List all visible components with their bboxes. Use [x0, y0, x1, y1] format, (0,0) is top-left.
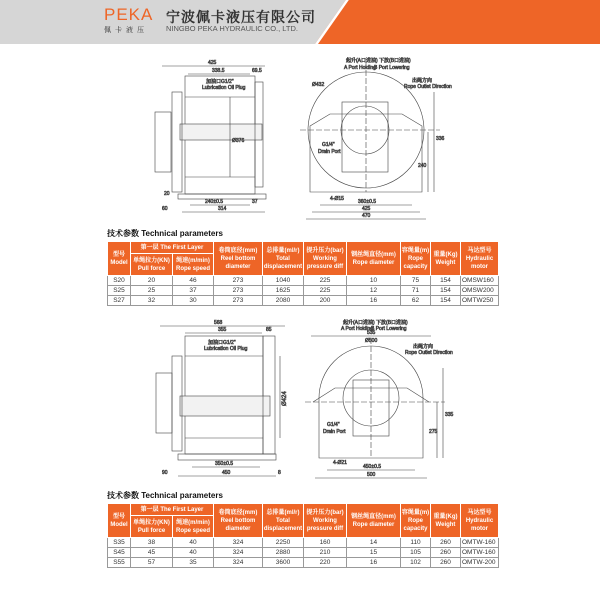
table-cell: 16 — [347, 558, 401, 568]
table-cell: 102 — [401, 558, 431, 568]
dim-label: 240 — [418, 163, 427, 169]
table-cell: 225 — [304, 286, 347, 296]
header-cn: 绳速(m/min) — [176, 257, 210, 264]
logo: PEKA — [104, 5, 154, 24]
dim-label: 60 — [162, 206, 168, 212]
table-row — [108, 538, 499, 548]
col-capacity — [401, 504, 431, 538]
dim-label: 535 — [367, 330, 376, 336]
table-cell: 200 — [304, 296, 347, 306]
header-cn: 容绳量(m) — [401, 247, 430, 254]
header-en: Rope speed — [175, 265, 210, 272]
col-reel — [214, 504, 263, 538]
dim-label: 568 — [214, 320, 223, 326]
dim-label: 4-Ø21 — [333, 460, 347, 466]
col-displacement — [263, 242, 304, 276]
table-cell: 105 — [401, 548, 431, 558]
dim-label: 425 — [362, 206, 371, 212]
table-cell: OMTW-160 — [461, 538, 499, 548]
header-cn: 型号 — [112, 251, 125, 258]
col-displacement — [263, 504, 304, 538]
table-cell: 37 — [173, 286, 214, 296]
header-en: Reel bottom diameter — [220, 255, 256, 270]
table-cell: 1040 — [263, 276, 304, 286]
table-cell: 38 — [131, 538, 173, 548]
header-cn: 钢丝绳直径(mm) — [351, 513, 396, 520]
table-cell: OMTW250 — [461, 296, 499, 306]
table-cell: 25 — [131, 286, 173, 296]
header-en: Rope capacity — [403, 517, 428, 532]
dim-label: 360±0.5 — [358, 199, 377, 205]
table-cell: 324 — [214, 548, 263, 558]
header-cn: 卷筒底径(mm) — [218, 509, 258, 516]
dim-label: 425 — [208, 60, 217, 66]
table-cell: 16 — [347, 296, 401, 306]
logo-cn: 佩卡液压 — [104, 27, 148, 34]
header-cn: 马达型号 — [467, 247, 492, 254]
dim-label: 69.5 — [252, 68, 262, 74]
header-cn: 卷筒底径(mm) — [218, 247, 258, 254]
dim-label: 500 — [367, 472, 376, 478]
dim-label: 338.5 — [212, 68, 225, 74]
table-cell: 154 — [431, 276, 461, 286]
table-cell: S55 — [108, 558, 131, 568]
table-cell: 160 — [304, 538, 347, 548]
table-cell: 32 — [131, 296, 173, 306]
col-model — [108, 242, 131, 276]
dim-label: 8 — [278, 470, 281, 476]
table-cell: 71 — [401, 286, 431, 296]
table-cell: 220 — [304, 558, 347, 568]
table-row — [108, 548, 499, 558]
table-cell: 210 — [304, 548, 347, 558]
dim-label: Ø500 — [365, 338, 378, 344]
dim-label: 314 — [218, 206, 227, 212]
table-cell: S45 — [108, 548, 131, 558]
note: 加油口G1/2" — [206, 79, 234, 85]
table-row — [108, 558, 499, 568]
header-cn: 总排量(ml/r) — [266, 247, 300, 254]
note: G1/4" — [327, 422, 340, 428]
dim-label: 450±0.5 — [363, 464, 382, 470]
table-cell: OMSW200 — [461, 286, 499, 296]
header-en: Pull force — [137, 265, 166, 272]
header-en: Hydraulic motor — [465, 255, 494, 270]
table-row — [108, 286, 499, 296]
dim-label: 20 — [164, 191, 170, 197]
note: 起升(A口进油) 下放(B口进油) — [343, 320, 408, 326]
table-cell: S20 — [108, 276, 131, 286]
drawing-side-view-1 — [150, 52, 280, 227]
note: Rope Outlet Direction — [404, 84, 452, 90]
note: 出绳方向 — [412, 78, 433, 84]
header-en: Hydraulic motor — [465, 517, 494, 532]
table-cell: 10 — [347, 276, 401, 286]
dim-label: 470 — [362, 213, 371, 219]
table-cell: OMTW-200 — [461, 558, 499, 568]
dim-label: Ø432 — [312, 82, 325, 88]
table-cell: 260 — [431, 558, 461, 568]
table-cell: 2880 — [263, 548, 304, 558]
col-rope-diameter — [347, 242, 401, 276]
header-cn: 型号 — [112, 513, 125, 520]
table-cell: 1625 — [263, 286, 304, 296]
note: 起升(A口进油) 下放(B口进油) — [346, 58, 411, 64]
col-model — [108, 504, 131, 538]
dim-label: 240±0.5 — [205, 199, 224, 205]
page-header — [0, 0, 600, 44]
note: 出绳方向 — [413, 344, 434, 350]
table-cell: 110 — [401, 538, 431, 548]
header-cn: 重量(Kg) — [433, 251, 458, 258]
table-cell: 14 — [347, 538, 401, 548]
col-pressure — [304, 504, 347, 538]
header-en: Rope speed — [175, 527, 210, 534]
header-cn: 钢丝绳直径(mm) — [351, 251, 396, 258]
parameters-table-2 — [107, 503, 499, 568]
col-rope-speed — [173, 516, 214, 538]
table-cell: 40 — [173, 538, 214, 548]
header-en: Total displacement — [263, 255, 303, 270]
table-cell: 30 — [173, 296, 214, 306]
col-pressure — [304, 242, 347, 276]
table-cell: 75 — [401, 276, 431, 286]
header-en: Rope diameter — [352, 259, 395, 266]
note: Lubrication Oil Plug — [202, 85, 246, 91]
col-motor — [461, 504, 499, 538]
dim-label: 4-Ø15 — [330, 196, 344, 202]
header-cn: 马达型号 — [467, 509, 492, 516]
col-pull-force — [131, 254, 173, 276]
table-cell: S35 — [108, 538, 131, 548]
header-en: Model — [110, 259, 128, 266]
table-cell: 62 — [401, 296, 431, 306]
dim-label: 335 — [445, 412, 454, 418]
col-first-layer: 第一层 The First Layer — [131, 504, 214, 516]
header-cn: 单绳拉力(KN) — [133, 257, 170, 264]
header-en: Pull force — [137, 527, 166, 534]
header-en: Total displacement — [263, 517, 303, 532]
note: Drain Port — [318, 149, 341, 155]
dim-label: 355 — [218, 327, 227, 333]
note: A Port Holding — [341, 326, 373, 332]
table-cell: 35 — [173, 558, 214, 568]
col-weight — [431, 504, 461, 538]
note: B Port Lowering — [374, 65, 410, 71]
parameters-table-1 — [107, 241, 499, 306]
drawing-front-view-2 — [305, 318, 455, 488]
table-cell: 2080 — [263, 296, 304, 306]
table-cell: 20 — [131, 276, 173, 286]
table-cell: 324 — [214, 538, 263, 548]
table-cell: 273 — [214, 296, 263, 306]
table-cell: 12 — [347, 286, 401, 296]
note: 加油口G1/2" — [208, 340, 236, 346]
table-cell: 46 — [173, 276, 214, 286]
table-cell: 3600 — [263, 558, 304, 568]
table-cell: 260 — [431, 548, 461, 558]
table-cell: 154 — [431, 296, 461, 306]
header-cn: 总排量(ml/r) — [266, 509, 300, 516]
dim-label: Ø424 — [282, 391, 288, 406]
header-en: Working pressure diff — [306, 517, 344, 532]
header-en: Reel bottom diameter — [220, 517, 256, 532]
table-cell: 15 — [347, 548, 401, 558]
table-cell: OMTW-160 — [461, 548, 499, 558]
table-cell: 324 — [214, 558, 263, 568]
header-cn: 提升压力(bar) — [306, 509, 344, 516]
col-pull-force — [131, 516, 173, 538]
table-cell: 2250 — [263, 538, 304, 548]
table-cell: 154 — [431, 286, 461, 296]
table-cell: 45 — [131, 548, 173, 558]
header-cn: 重量(Kg) — [433, 513, 458, 520]
header-en: Model — [110, 521, 128, 528]
header-en: Rope capacity — [403, 255, 428, 270]
col-rope-diameter — [347, 504, 401, 538]
table-cell: 273 — [214, 286, 263, 296]
col-capacity — [401, 242, 431, 276]
table-cell: 273 — [214, 276, 263, 286]
table-row — [108, 296, 499, 306]
section-title-1: 技术参数 Technical parameters — [107, 229, 223, 238]
header-en: Working pressure diff — [306, 255, 344, 270]
col-first-layer: 第一层 The First Layer — [131, 242, 214, 254]
col-reel — [214, 242, 263, 276]
dim-label: 37 — [252, 199, 258, 205]
dim-label: 450 — [222, 470, 231, 476]
header-en: Weight — [435, 259, 456, 266]
drawing-front-view-1 — [300, 52, 460, 227]
company-name-en: NINGBO PEKA HYDRAULIC CO., LTD. — [166, 24, 298, 33]
header-en: Rope diameter — [352, 521, 395, 528]
dim-label: 336 — [436, 136, 445, 142]
header-cn: 单绳拉力(KN) — [133, 519, 170, 526]
header-accent — [315, 0, 600, 44]
table-cell: S27 — [108, 296, 131, 306]
dim-label: 90 — [162, 470, 168, 476]
note: Rope Outlet Direction — [405, 350, 453, 356]
note: A Port Holding — [344, 65, 376, 71]
col-rope-speed — [173, 254, 214, 276]
dim-label: 350±0.5 — [215, 461, 234, 467]
table-cell: OMSW160 — [461, 276, 499, 286]
table-cell: 40 — [173, 548, 214, 558]
table-row — [108, 276, 499, 286]
dim-label: 275 — [429, 429, 438, 435]
section-title-2: 技术参数 Technical parameters — [107, 491, 223, 500]
note: G1/4" — [322, 142, 335, 148]
table-cell: 57 — [131, 558, 173, 568]
note: Drain Port — [323, 429, 346, 435]
company-name-cn: 宁波佩卡液压有限公司 — [166, 9, 316, 25]
note: Lubrication Oil Plug — [204, 346, 248, 352]
header-en: Weight — [435, 521, 456, 528]
table-cell: 260 — [431, 538, 461, 548]
table-cell: 225 — [304, 276, 347, 286]
drawing-side-view-2 — [150, 318, 290, 488]
header-cn: 提升压力(bar) — [306, 247, 344, 254]
header-cn: 容绳量(m) — [401, 509, 430, 516]
col-weight — [431, 242, 461, 276]
header-cn: 绳速(m/min) — [176, 519, 210, 526]
col-motor — [461, 242, 499, 276]
dim-label: Ø376 — [232, 138, 245, 144]
note: B Port Lowering — [371, 326, 407, 332]
dim-label: 85 — [266, 327, 272, 333]
table-cell: S25 — [108, 286, 131, 296]
